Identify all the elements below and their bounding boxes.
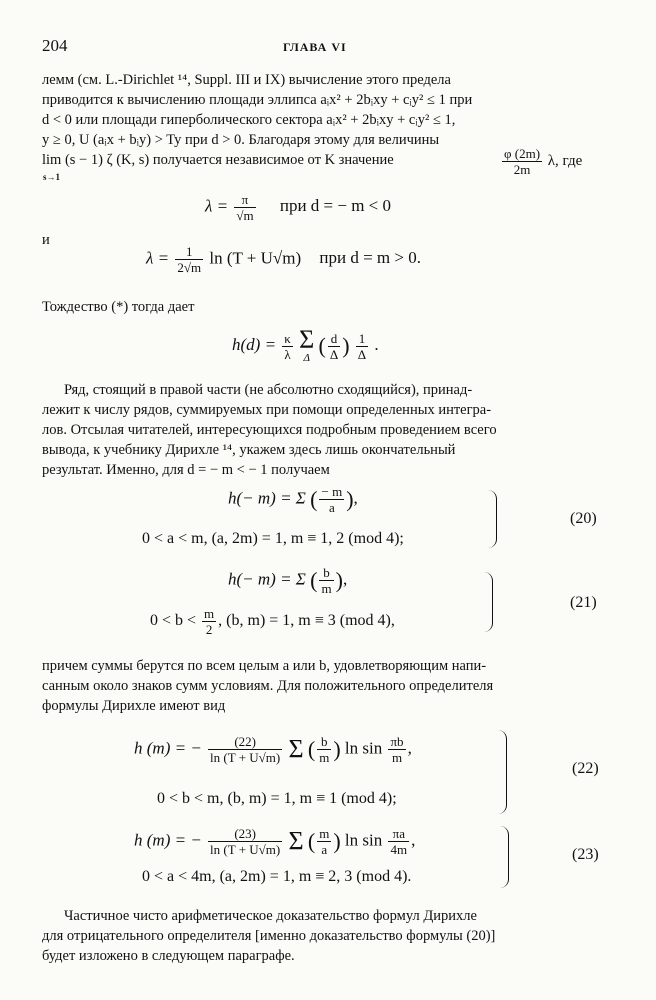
chapter-title: ГЛАВА VI: [283, 40, 347, 54]
eq23-line2: 0 < a < 4m, (a, 2m) = 1, m ≡ 2, 3 (mod 4).: [142, 868, 412, 885]
class-number-formula: h(d) = $\frac{\kappa}{\lambda}$ Σ Δ ( $\frac{d}{\Delta}$ ) $\frac{1}{\Delta}$ .: [232, 325, 379, 364]
text-line: y ≥ 0, U (aᵢx + bᵢy) > Ty при d > 0. Благодаря этому для величины: [42, 132, 440, 148]
eq20-line1: h(− m) = Σ ( $\frac{- m}{a}$ ),: [228, 484, 358, 515]
eq22-line2: 0 < b < m, (b, m) = 1, m ≡ 1 (mod 4);: [157, 790, 397, 807]
eq20-brace: [488, 490, 497, 548]
text-line: для отрицательного определителя [именно доказательство формулы (20)]: [42, 928, 496, 944]
text-line: лов. Отсылая читателей, интересующихся подробным проведением всего: [42, 422, 497, 438]
eq23-line1: h (m) = − $\frac{(23)}{\ln (T + U√m)}$ Σ ( $\frac{m}{a}$ ) ln sin $\frac{\pi a}{4m}$ ,: [134, 826, 416, 857]
eq23-number: (23): [572, 846, 599, 863]
identity-text: Тождество (*) тогда дает: [42, 299, 195, 315]
eq23-brace: [500, 826, 509, 888]
page-number: 204: [42, 36, 68, 55]
eq21-line2: 0 < b < $\frac{m}{2}$ , (b, m) = 1, m ≡ 3 (mod 4),: [150, 606, 395, 637]
text-line: формулы Дирихле имеют вид: [42, 698, 226, 714]
text-line: причем суммы берутся по всем целым a или b, удовлетворяющим напи-: [42, 658, 487, 674]
eq22-line1: h (m) = − $\frac{(22)}{\ln (T + U√m)}$ Σ ( $\frac{b}{m}$ ) ln sin $\frac{\pi b}{m}$ ,: [134, 734, 412, 765]
lambda-formula-1: λ = $\frac{\pi}{√m}$ при d = − m < 0: [205, 192, 392, 223]
text-line: lim (s − 1) ζ (K, s) получается независимое от K значение: [42, 152, 394, 168]
eq21-line1: h(− m) = Σ ( $\frac{b}{m}$ ),: [228, 565, 348, 596]
text-line: лежит к числу рядов, суммируемых при помощи определенных интегра-: [42, 402, 492, 418]
paragraph-3: [42, 656, 614, 716]
text-line: результат. Именно, для d = − m < − 1 получаем: [42, 462, 330, 478]
eq22-number: (22): [572, 760, 599, 777]
eq21-brace: [484, 572, 493, 632]
and-word: и: [42, 232, 50, 248]
text-line: d < 0 или площади гиперболического сектора aᵢx² + 2bᵢxy + cᵢy² ≤ 1,: [42, 112, 456, 128]
lambda-formula-2: λ = $\frac{1}{2√m}$ ln (T + U√m) при d = m > 0.: [146, 244, 421, 275]
text-line: приводится к вычислению площади эллипса aᵢx² + 2bᵢxy + cᵢy² ≤ 1 при: [42, 92, 473, 108]
paragraph-2: [42, 380, 614, 480]
text-line: вывода, к учебнику Дирихле ¹⁴, укажем здесь лишь окончательный: [42, 442, 456, 458]
text-line: будет изложено в следующем параграфе.: [42, 948, 295, 964]
text-line: Ряд, стоящий в правой части (не абсолютно сходящийся), принад-: [64, 382, 473, 398]
paragraph-4: [42, 906, 614, 966]
text-line: санным около знаков сумм условиям. Для положительного определителя: [42, 678, 494, 694]
lim-subscript: s→1: [43, 172, 61, 182]
value-fraction: $\frac{\varphi (2m)}{2m}$ λ, где: [504, 146, 583, 177]
eq20-number: (20): [570, 510, 597, 527]
text-line: Частичное чисто арифметическое доказательство формул Дирихле: [64, 908, 477, 924]
eq22-brace: [498, 730, 507, 814]
eq20-line2: 0 < a < m, (a, 2m) = 1, m ≡ 1, 2 (mod 4);: [142, 530, 404, 547]
eq21-number: (21): [570, 594, 597, 611]
text-line: лемм (см. L.-Dirichlet ¹⁴, Suppl. III и IX) вычисление этого предела: [42, 72, 451, 88]
